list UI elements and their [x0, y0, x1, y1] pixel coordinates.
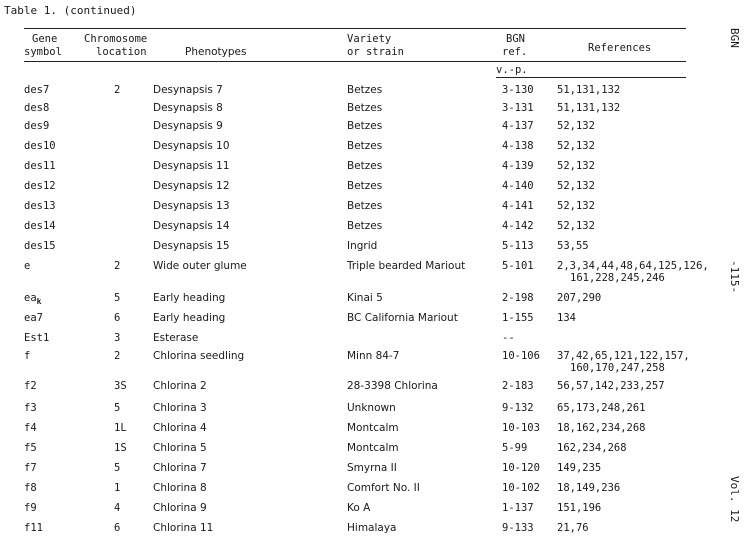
- cell-variety: Betzes: [347, 120, 383, 132]
- cell-pheno: Chlorina seedling: [153, 350, 245, 362]
- header-refs: References: [588, 42, 652, 54]
- cell-variety: Comfort No. II: [347, 482, 420, 494]
- cell-gene: f9: [24, 502, 37, 514]
- header-bgn-line1: BGN: [506, 33, 525, 45]
- cell-gene: f3: [24, 402, 37, 414]
- cell-chrom: 5: [114, 462, 121, 474]
- cell-variety: Ingrid: [347, 240, 378, 252]
- cell-pheno: Desynapsis 15: [153, 240, 230, 252]
- cell-bgn: 2-183: [502, 380, 534, 392]
- cell-pheno: Desynapsis 8: [153, 102, 223, 114]
- cell-gene: e: [24, 260, 31, 272]
- cell-chrom: 2: [114, 260, 121, 272]
- cell-refs: 161,228,245,246: [570, 272, 665, 284]
- header-gene-line2: symbol: [24, 46, 62, 58]
- cell-pheno: Early heading: [153, 292, 226, 304]
- cell-pheno: Chlorina 3: [153, 402, 207, 414]
- cell-variety: Betzes: [347, 200, 383, 212]
- cell-pheno: Chlorina 9: [153, 502, 207, 514]
- cell-pheno: Chlorina 4: [153, 422, 207, 434]
- cell-refs: 52,132: [557, 120, 595, 132]
- cell-gene: des9: [24, 120, 50, 132]
- cell-bgn: 1-155: [502, 312, 534, 324]
- cell-gene: f4: [24, 422, 37, 434]
- cell-pheno: Desynapsis 14: [153, 220, 230, 232]
- cell-variety: Kinai 5: [347, 292, 383, 304]
- cell-bgn: 9-132: [502, 402, 534, 414]
- side-label-page: -115-: [728, 260, 741, 294]
- cell-chrom: 2: [114, 84, 121, 96]
- cell-variety: Triple bearded Mariout: [347, 260, 466, 272]
- cell-pheno: Early heading: [153, 312, 226, 324]
- cell-refs: 2,3,34,44,48,64,125,126,: [557, 260, 709, 272]
- cell-refs: 18,149,236: [557, 482, 621, 494]
- cell-pheno: Chlorina 7: [153, 462, 207, 474]
- cell-gene: des10: [24, 140, 56, 152]
- cell-variety: Himalaya: [347, 522, 397, 534]
- header-pheno: Phenotypes: [185, 46, 247, 58]
- cell-gene: des7: [24, 84, 50, 96]
- cell-refs: 160,170,247,258: [570, 362, 665, 374]
- cell-refs: 52,132: [557, 220, 595, 232]
- cell-gene: $ea_k$: [24, 292, 42, 306]
- cell-pheno: Desynapsis 7: [153, 84, 223, 96]
- cell-bgn: 10-103: [502, 422, 540, 434]
- cell-variety: Betzes: [347, 180, 383, 192]
- cell-chrom: 6: [114, 522, 121, 534]
- cell-variety: Montcalm: [347, 442, 399, 454]
- cell-chrom: 4: [114, 502, 121, 514]
- cell-gene: des12: [24, 180, 56, 192]
- cell-variety: Betzes: [347, 220, 383, 232]
- cell-refs: 51,131,132: [557, 84, 621, 96]
- cell-bgn: 4-141: [502, 200, 534, 212]
- cell-bgn: 10-106: [502, 350, 540, 362]
- cell-pheno: Chlorina 2: [153, 380, 207, 392]
- cell-bgn: --: [502, 332, 515, 344]
- cell-pheno: Esterase: [153, 332, 199, 344]
- cell-bgn: 5-101: [502, 260, 534, 272]
- cell-bgn: 3-130: [502, 84, 534, 96]
- table-caption: Table 1. (continued): [4, 4, 137, 17]
- cell-bgn: 9-133: [502, 522, 534, 534]
- header-variety-line2: or strain: [347, 46, 404, 58]
- cell-variety: Betzes: [347, 102, 383, 114]
- cell-bgn: 10-120: [502, 462, 540, 474]
- header-bgn-line2: ref.: [502, 46, 528, 58]
- cell-refs: 65,173,248,261: [557, 402, 646, 414]
- cell-gene: f7: [24, 462, 37, 474]
- cell-refs: 52,132: [557, 200, 595, 212]
- cell-chrom: 3: [114, 332, 121, 344]
- cell-chrom: 1S: [114, 442, 127, 454]
- cell-refs: 56,57,142,233,257: [557, 380, 665, 392]
- cell-pheno: Chlorina 11: [153, 522, 214, 534]
- cell-bgn: 1-137: [502, 502, 534, 514]
- cell-refs: 51,131,132: [557, 102, 621, 114]
- cell-bgn: 2-198: [502, 292, 534, 304]
- cell-gene: f2: [24, 380, 37, 392]
- cell-refs: 52,132: [557, 160, 595, 172]
- cell-gene: des13: [24, 200, 56, 212]
- header-chrom-line2: location: [96, 46, 147, 58]
- cell-bgn: 5-99: [502, 442, 528, 454]
- cell-gene: f5: [24, 442, 37, 454]
- cell-variety: Betzes: [347, 140, 383, 152]
- cell-gene: des15: [24, 240, 56, 252]
- cell-variety: Minn 84-7: [347, 350, 400, 362]
- cell-refs: 207,290: [557, 292, 602, 304]
- cell-pheno: Chlorina 8: [153, 482, 207, 494]
- cell-variety: Smyrna II: [347, 462, 397, 474]
- cell-variety: Betzes: [347, 84, 383, 96]
- cell-bgn: 5-113: [502, 240, 534, 252]
- cell-pheno: Wide outer glume: [153, 260, 247, 272]
- cell-gene: f11: [24, 522, 43, 534]
- cell-bgn: 4-142: [502, 220, 534, 232]
- cell-refs: 134: [557, 312, 576, 324]
- cell-gene: des14: [24, 220, 56, 232]
- cell-chrom: 6: [114, 312, 121, 324]
- cell-refs: 21,76: [557, 522, 589, 534]
- cell-chrom: 1L: [114, 422, 127, 434]
- header-gene-line1: Gene: [32, 33, 58, 45]
- cell-chrom: 5: [114, 402, 121, 414]
- cell-chrom: 3S: [114, 380, 127, 392]
- cell-refs: 151,196: [557, 502, 602, 514]
- cell-pheno: Desynapsis 10: [153, 140, 230, 152]
- gene-subscript: k: [36, 297, 42, 306]
- cell-variety: Unknown: [347, 402, 396, 414]
- cell-pheno: Chlorina 5: [153, 442, 207, 454]
- cell-pheno: Desynapsis 9: [153, 120, 223, 132]
- cell-gene: des8: [24, 102, 50, 114]
- cell-gene: des11: [24, 160, 56, 172]
- cell-bgn: 4-140: [502, 180, 534, 192]
- cell-bgn: 4-137: [502, 120, 534, 132]
- cell-refs: 52,132: [557, 140, 595, 152]
- cell-variety: Montcalm: [347, 422, 399, 434]
- side-label-volume: Vol. 12: [728, 476, 741, 523]
- header-bgn-sub: v.-p.: [496, 64, 528, 76]
- cell-chrom: 1: [114, 482, 121, 494]
- cell-refs: 18,162,234,268: [557, 422, 646, 434]
- header-chrom-line1: Chromosome: [84, 33, 148, 45]
- cell-refs: 37,42,65,121,122,157,: [557, 350, 690, 362]
- cell-pheno: Desynapsis 11: [153, 160, 230, 172]
- cell-pheno: Desynapsis 12: [153, 180, 230, 192]
- cell-refs: 53,55: [557, 240, 589, 252]
- header-variety-line1: Variety: [347, 33, 392, 45]
- cell-bgn: 4-139: [502, 160, 534, 172]
- cell-bgn: 10-102: [502, 482, 540, 494]
- cell-bgn: 3-131: [502, 102, 534, 114]
- cell-chrom: 2: [114, 350, 121, 362]
- cell-variety: BC California Mariout: [347, 312, 458, 324]
- cell-refs: 52,132: [557, 180, 595, 192]
- cell-gene: Est1: [24, 332, 50, 344]
- cell-gene: f: [24, 350, 31, 362]
- cell-gene: ea7: [24, 312, 43, 324]
- cell-gene: f8: [24, 482, 37, 494]
- cell-bgn: 4-138: [502, 140, 534, 152]
- cell-chrom: 5: [114, 292, 121, 304]
- cell-variety: 28-3398 Chlorina: [347, 380, 438, 392]
- cell-refs: 149,235: [557, 462, 602, 474]
- cell-pheno: Desynapsis 13: [153, 200, 230, 212]
- cell-refs: 162,234,268: [557, 442, 627, 454]
- cell-variety: Betzes: [347, 160, 383, 172]
- side-label-bgn: BGN: [728, 28, 741, 48]
- cell-variety: Ko A: [347, 502, 371, 514]
